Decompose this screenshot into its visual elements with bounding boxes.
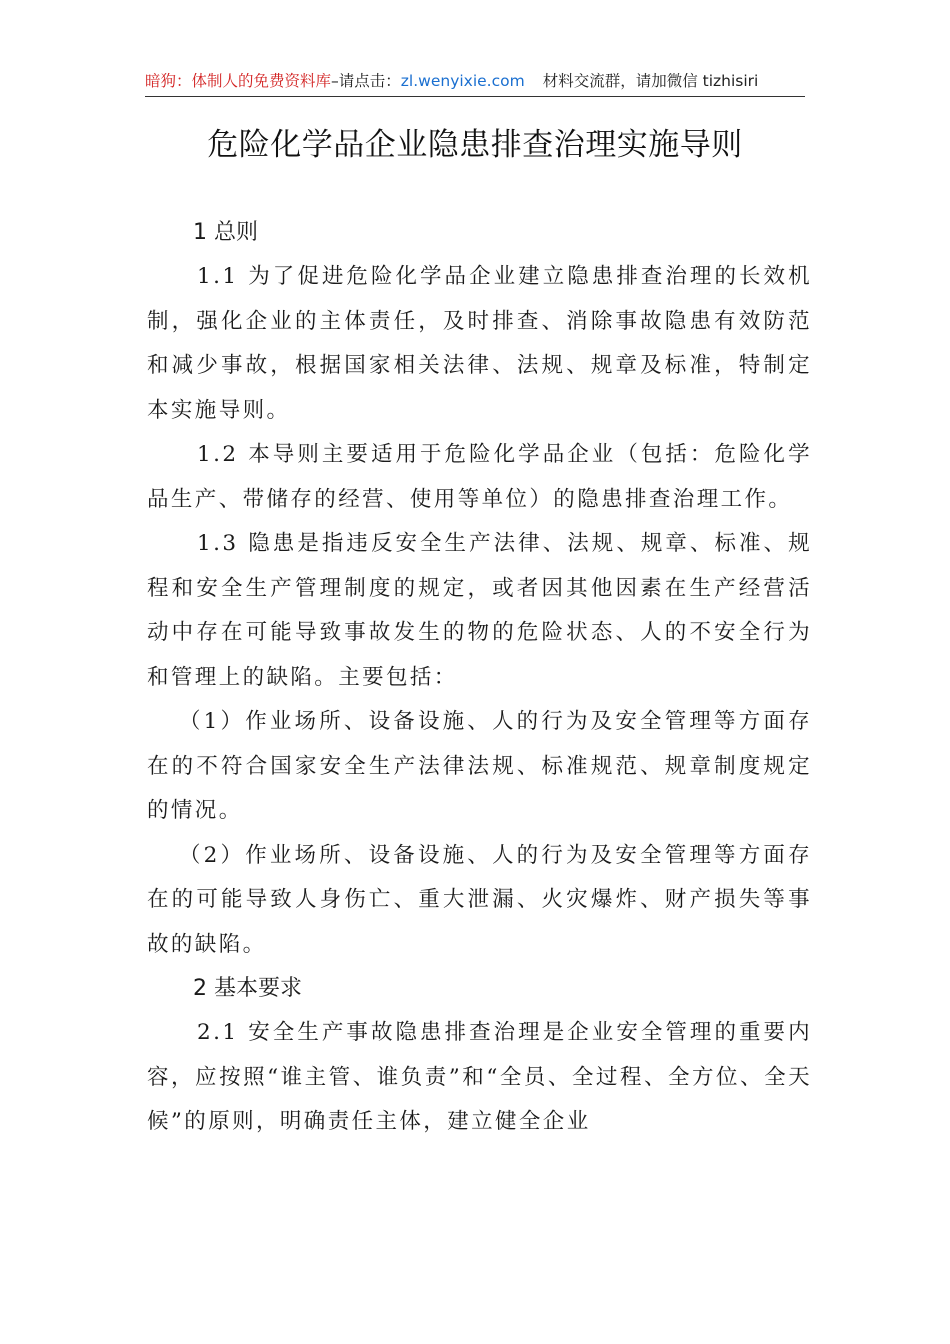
paragraph-1-1: 1.1 为了促进危险化学品企业建立隐患排查治理的长效机制，强化企业的主体责任，及时排查、消除事故隐患有效防范和减少事故，根据国家相关法律、法规、规章及标准，特制定本实施导则。 <box>147 264 812 423</box>
section-2-heading: 2 基本要求 <box>193 976 302 1001</box>
page-header <box>145 66 805 97</box>
header-click-label: –请点击： <box>331 72 401 90</box>
paragraph-1-3: 1.3 隐患是指违反安全生产法律、法规、规章、标准、规程和安全生产管理制度的规定，或者因其他因素在生产经营活动中存在可能导致事故发生的物的危险状态、人的不安全行为和管理上的缺陷。主要包括： <box>147 531 812 690</box>
paragraph-2-1: 2.1 安全生产事故隐患排查治理是企业安全管理的重要内容，应按照“谁主管、谁负责”和“全员、全过程、全方位、全天候”的原则，明确责任主体，建立健全企业 <box>147 1020 812 1134</box>
list-item-1: （1）作业场所、设备设施、人的行为及安全管理等方面存在的不符合国家安全生产法律法规、标准规范、规章制度规定的情况。 <box>147 709 812 823</box>
section-1-heading: 1 总则 <box>193 220 258 245</box>
document-body <box>147 211 812 1145</box>
header-contact: 材料交流群，请加微信 tizhisiri <box>542 72 759 90</box>
header-brand: 暗狗：体制人的免费资料库 <box>145 72 332 90</box>
header-url-link[interactable]: zl.wenyixie.com <box>400 72 525 90</box>
paragraph-1-2: 1.2 本导则主要适用于危险化学品企业（包括：危险化学品生产、带储存的经营、使用等单位）的隐患排查治理工作。 <box>147 442 812 512</box>
document-title: 危险化学品企业隐患排查治理实施导则 <box>207 127 743 163</box>
list-item-2: （2）作业场所、设备设施、人的行为及安全管理等方面存在的可能导致人身伤亡、重大泄漏、火灾爆炸、财产损失等事故的缺陷。 <box>147 842 812 957</box>
